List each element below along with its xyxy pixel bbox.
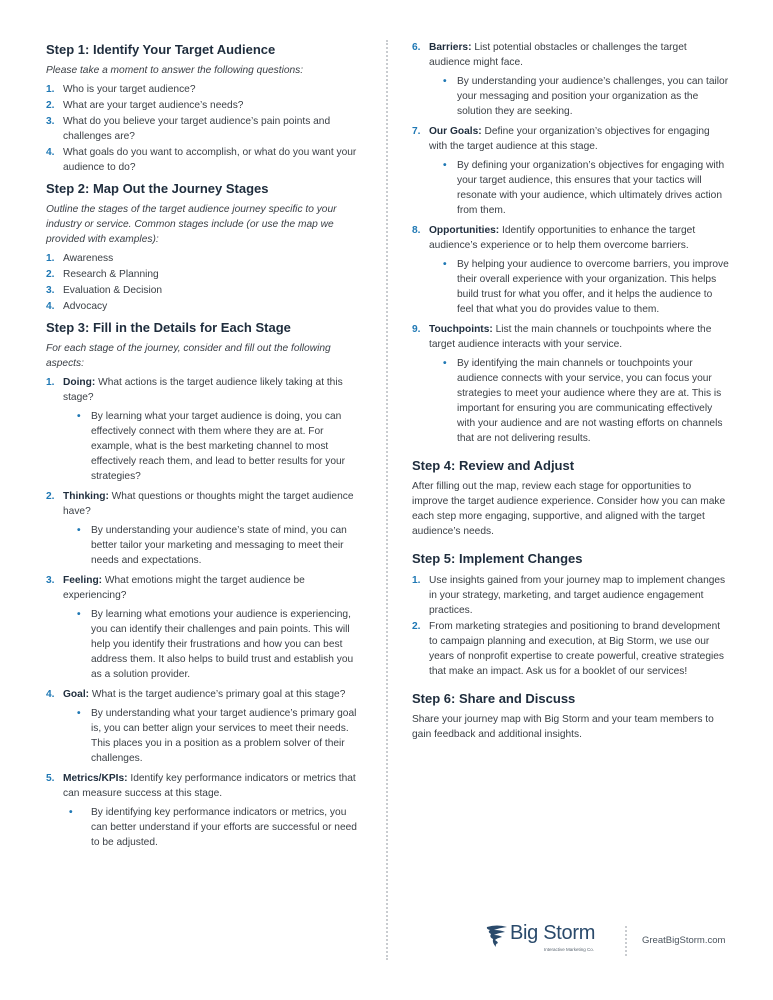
- bullet-icon: •: [443, 160, 447, 171]
- sub-list: [429, 158, 730, 218]
- list-number: 1.: [46, 253, 55, 264]
- step-5-section: [412, 551, 730, 679]
- list-number: 2.: [46, 100, 55, 111]
- list-item: [46, 267, 364, 282]
- sub-list-item: [75, 523, 364, 568]
- step-1-list: [46, 82, 364, 175]
- big-storm-logo[interactable]: [486, 922, 616, 962]
- left-column: [46, 42, 364, 856]
- list-number: 3.: [46, 116, 55, 127]
- sub-list-item-text: By understanding your audience’s state of mind, you can better tailor your marketing and messaging to meet their needs and expectations.: [91, 525, 347, 566]
- sub-list: [429, 257, 730, 317]
- logo-tagline: Interactive Marketing Co.: [544, 947, 595, 952]
- sub-list: [63, 409, 364, 484]
- sub-list-item-text: By learning what your target audience is doing, you can effectively connect with them where they are at. For example, what is the best marketing channel to most effectively reach them, and lead to better results for your strategies?: [91, 411, 346, 482]
- list-item-term: Goal:: [63, 689, 90, 700]
- footer-divider: [625, 926, 627, 956]
- list-item-text: Evaluation & Decision: [63, 285, 163, 296]
- step-3-list: [46, 375, 364, 850]
- sub-list-item: [67, 805, 364, 850]
- list-number: 6.: [412, 42, 421, 53]
- list-item-term: Our Goals:: [429, 126, 482, 137]
- list-item-text: Who is your target audience?: [63, 84, 196, 95]
- list-item: [412, 619, 730, 679]
- list-number: 2.: [412, 621, 421, 632]
- step-1-section: [46, 42, 364, 175]
- list-item-text: Awareness: [63, 253, 114, 264]
- step-4-title: Step 4: Review and Adjust: [412, 458, 575, 473]
- list-item-text: Identify key performance indicators or metrics that can measure success at this stage.: [63, 773, 356, 799]
- list-number: 3.: [46, 575, 55, 586]
- list-item-term: Metrics/KPIs:: [63, 773, 128, 784]
- step-2-title: Step 2: Map Out the Journey Stages: [46, 181, 269, 196]
- bullet-icon: •: [77, 708, 81, 719]
- list-item-text: What are your target audience’s needs?: [63, 100, 244, 111]
- list-number: 1.: [46, 377, 55, 388]
- sub-list-item-text: By defining your organization’s objectives for engaging with your target audience, this ensures that your tactics will resonate with your audience, which ultimately drives action from them.: [457, 160, 725, 216]
- sub-list: [63, 607, 364, 682]
- list-item: [46, 489, 364, 568]
- list-number: 2.: [46, 491, 55, 502]
- list-item: [46, 145, 364, 175]
- list-item: [46, 251, 364, 266]
- sub-list: [63, 523, 364, 568]
- list-item-text: Advocacy: [63, 301, 108, 312]
- column-divider: [386, 40, 388, 960]
- sub-list-item: [441, 74, 730, 119]
- bullet-icon: •: [77, 411, 81, 422]
- logo-wordmark: Big Storm: [510, 922, 596, 944]
- list-item: [46, 771, 364, 850]
- step-6-body: Share your journey map with Big Storm and your team members to gain feedback and additional insights.: [412, 714, 714, 740]
- list-item-text: From marketing strategies and positioning to brand development to campaign planning and execution, at Big Storm, we use our years of nonprofit expertise to create powerful, creative strategies that make an impact. Ask us for a booklet of our services!: [429, 621, 725, 677]
- sub-list-item: [441, 356, 730, 446]
- list-item-text: What questions or thoughts might the target audience have?: [63, 491, 354, 517]
- list-item: [412, 124, 730, 218]
- list-item-text: What emotions might the target audience be experiencing?: [63, 575, 305, 601]
- bullet-icon: •: [77, 609, 81, 620]
- list-number: 1.: [412, 575, 421, 586]
- sub-list: [63, 706, 364, 766]
- sub-list-item-text: By learning what emotions your audience is experiencing, you can identify their challenges and pain points. This will help you identify their frustrations and how you can best address them. It also helps to build trust and establish you as a solution provider.: [91, 609, 354, 680]
- footer: [486, 922, 746, 962]
- list-item-text: What do you believe your target audience’s pain points and challenges are?: [63, 116, 331, 142]
- list-item: [46, 687, 364, 766]
- step-5-title: Step 5: Implement Changes: [412, 551, 583, 566]
- list-number: 5.: [46, 773, 55, 784]
- step-4-section: [412, 458, 730, 539]
- step-3-section: [46, 320, 364, 850]
- list-item-text: Research & Planning: [63, 269, 159, 280]
- list-item-text: Define your organization’s objectives for engaging with the target audience at this stage.: [429, 126, 710, 152]
- list-item: [46, 375, 364, 484]
- storm-swirl-icon: [486, 924, 508, 953]
- step-5-list: [412, 573, 730, 679]
- list-item-text: List the main channels or touchpoints where the target audience interacts with your service.: [429, 324, 712, 350]
- list-item: [46, 82, 364, 97]
- bullet-icon: •: [77, 525, 81, 536]
- list-item-term: Thinking:: [63, 491, 109, 502]
- list-item-term: Barriers:: [429, 42, 472, 53]
- bullet-icon: •: [443, 358, 447, 369]
- list-number: 7.: [412, 126, 421, 137]
- list-item-term: Feeling:: [63, 575, 103, 586]
- list-item: [46, 299, 364, 314]
- list-item: [412, 223, 730, 317]
- website-link[interactable]: GreatBigStorm.com: [642, 935, 726, 946]
- list-item-text: What actions is the target audience likely taking at this stage?: [63, 377, 343, 403]
- list-number: 3.: [46, 285, 55, 296]
- step-6-section: [412, 691, 730, 742]
- list-item-text: List potential obstacles or challenges the target audience might face.: [429, 42, 687, 68]
- list-number: 4.: [46, 689, 55, 700]
- right-column: [412, 40, 730, 748]
- list-number: 2.: [46, 269, 55, 280]
- step-2-intro: Outline the stages of the target audience journey specific to your industry or service. Common stages include (or use the map we provided with examples):: [46, 204, 337, 245]
- step-6-title: Step 6: Share and Discuss: [412, 691, 576, 706]
- list-item: [412, 573, 730, 618]
- bullet-icon: •: [443, 259, 447, 270]
- sub-list-item: [441, 257, 730, 317]
- sub-list-item-text: By helping your audience to overcome barriers, you improve their overall experience with your organization. This helps build trust for what you offer, and it helps the audience to feel that what you do provides value to them.: [457, 259, 729, 315]
- step-2-section: [46, 181, 364, 314]
- step-3-list-continued: [412, 40, 730, 446]
- list-item-text: What is the target audience’s primary goal at this stage?: [89, 689, 346, 700]
- list-number: 4.: [46, 147, 55, 158]
- sub-list: [63, 805, 364, 850]
- list-item-text: Identify opportunities to enhance the target audience’s experience or to help them overcome barriers.: [429, 225, 696, 251]
- step-3-intro: For each stage of the journey, consider and fill out the following aspects:: [46, 343, 331, 369]
- list-item: [46, 114, 364, 144]
- sub-list: [429, 356, 730, 446]
- list-item-term: Doing:: [63, 377, 96, 388]
- list-item-term: Opportunities:: [429, 225, 500, 236]
- list-item-text: Use insights gained from your journey map to implement changes in your strategy, marketing, and target audience engagement practices.: [429, 575, 726, 616]
- sub-list-item: [441, 158, 730, 218]
- bullet-icon: •: [69, 807, 73, 818]
- step-2-list: [46, 251, 364, 314]
- sub-list-item-text: By understanding what your target audience’s primary goal is, you can better align your services to meet their needs. This places you in a position as a problem solver of their challenges.: [91, 708, 357, 764]
- list-item: [46, 98, 364, 113]
- list-item: [412, 40, 730, 119]
- list-item: [46, 573, 364, 682]
- step-4-body: After filling out the map, review each stage for opportunities to improve the target audience experience. Consider how you can make each step more engaging, supportive, and aligned with the target audience’s needs.: [412, 481, 726, 537]
- list-number: 9.: [412, 324, 421, 335]
- list-item-term: Touchpoints:: [429, 324, 493, 335]
- bullet-icon: •: [443, 76, 447, 87]
- sub-list-item-text: By understanding your audience’s challenges, you can tailor your messaging and position your organization as the solution they are seeking.: [457, 76, 729, 117]
- list-number: 4.: [46, 301, 55, 312]
- step-1-intro: Please take a moment to answer the following questions:: [46, 65, 304, 76]
- list-item-text: What goals do you want to accomplish, or what do you want your audience to do?: [63, 147, 357, 173]
- list-item: [412, 322, 730, 446]
- sub-list: [429, 74, 730, 119]
- sub-list-item-text: By identifying the main channels or touchpoints your audience connects with your service, you can focus your strategies to meet your audience where they are at. This is important for ensuring you are communicating effectively with your audience and are not wasting efforts on channels that are not delivering results.: [457, 358, 723, 444]
- sub-list-item-text: By identifying key performance indicators or metrics, you can better understand if your efforts are successful or need to be adjusted.: [91, 807, 357, 848]
- step-3-title: Step 3: Fill in the Details for Each Stage: [46, 320, 291, 335]
- list-number: 1.: [46, 84, 55, 95]
- sub-list-item: [75, 607, 364, 682]
- sub-list-item: [75, 706, 364, 766]
- sub-list-item: [75, 409, 364, 484]
- step-1-title: Step 1: Identify Your Target Audience: [46, 42, 276, 57]
- list-item: [46, 283, 364, 298]
- list-number: 8.: [412, 225, 421, 236]
